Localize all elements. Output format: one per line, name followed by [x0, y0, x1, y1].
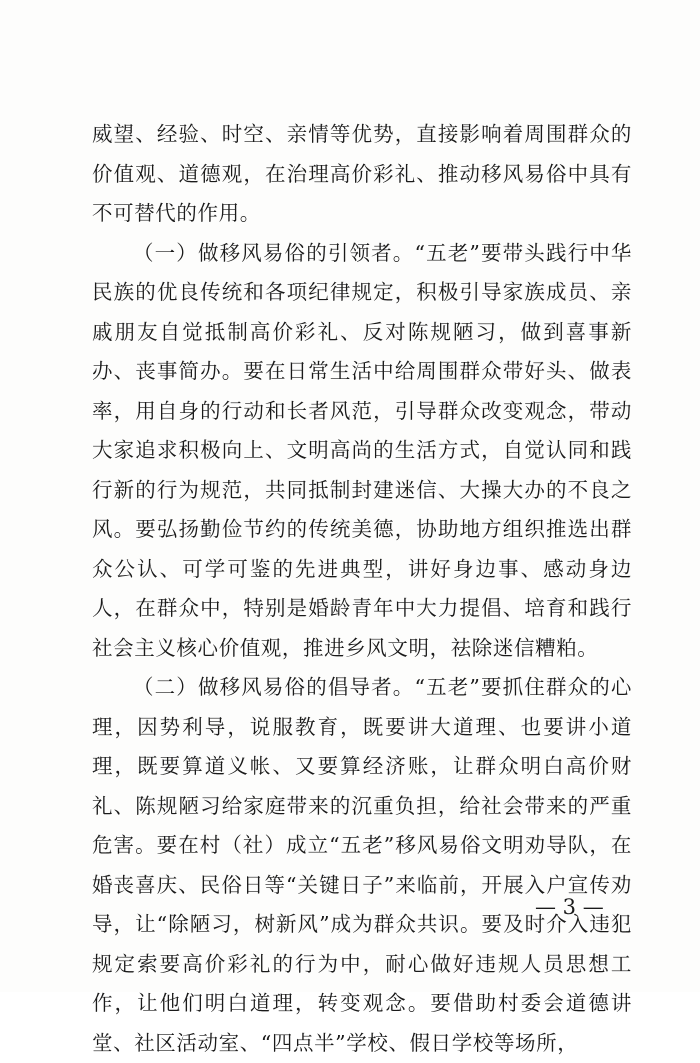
document-body: [92, 115, 632, 1063]
paragraph-continuation: 威望、经验、时空、亲情等优势，直接影响着周围群众的价值观、道德观，在治理高价彩礼、推动移风易俗中具有不可替代的作用。: [92, 122, 632, 225]
paragraph-section-two: （二）做移风易俗的倡导者。“五老”要抓住群众的心理，因势利导，说服教育，既要讲大道理、也要讲小道理，既要算道义帐、又要算经济账，让群众明白高价财礼、陈规陋习给家庭带来的沉重负担，给社会带来的严重危害。要在村（社）成立“五老”移风易俗文明劝导队，在婚丧喜庆、民俗日等“关键日子”来临前，开展入户宣传劝导，让“除陋习，树新风”成为群众共识。要及时介入违犯规定索要高价彩礼的行为中，耐心做好违规人员思想工作，让他们明白道理，转变观念。要借助村委会道德讲堂、社区活动室、“四点半”学校、假日学校等场所，: [92, 675, 632, 1055]
paragraph-section-one: （一）做移风易俗的引领者。“五老”要带头践行中华民族的优良传统和各项纪律规定，积极引导家族成员、亲戚朋友自觉抵制高价彩礼、反对陈规陋习，做到喜事新办、丧事简办。要在日常生活中给周围群众带好头、做表率，用自身的行动和长者风范，引导群众改变观念，带动大家追求积极向上、文明高尚的生活方式，自觉认同和践行新的行为规范，共同抵制封建迷信、大操大办的不良之风。要弘扬勤俭节约的传统美德，协助地方组织推选出群众公认、可学可鉴的先进典型，讲好身边事、感动身边人，在群众中，特别是婚龄青年中大力提倡、培育和践行社会主义核心价值观，推进乡风文明，祛除迷信糟粕。: [92, 240, 632, 660]
page-number: — 3 —: [535, 895, 604, 919]
